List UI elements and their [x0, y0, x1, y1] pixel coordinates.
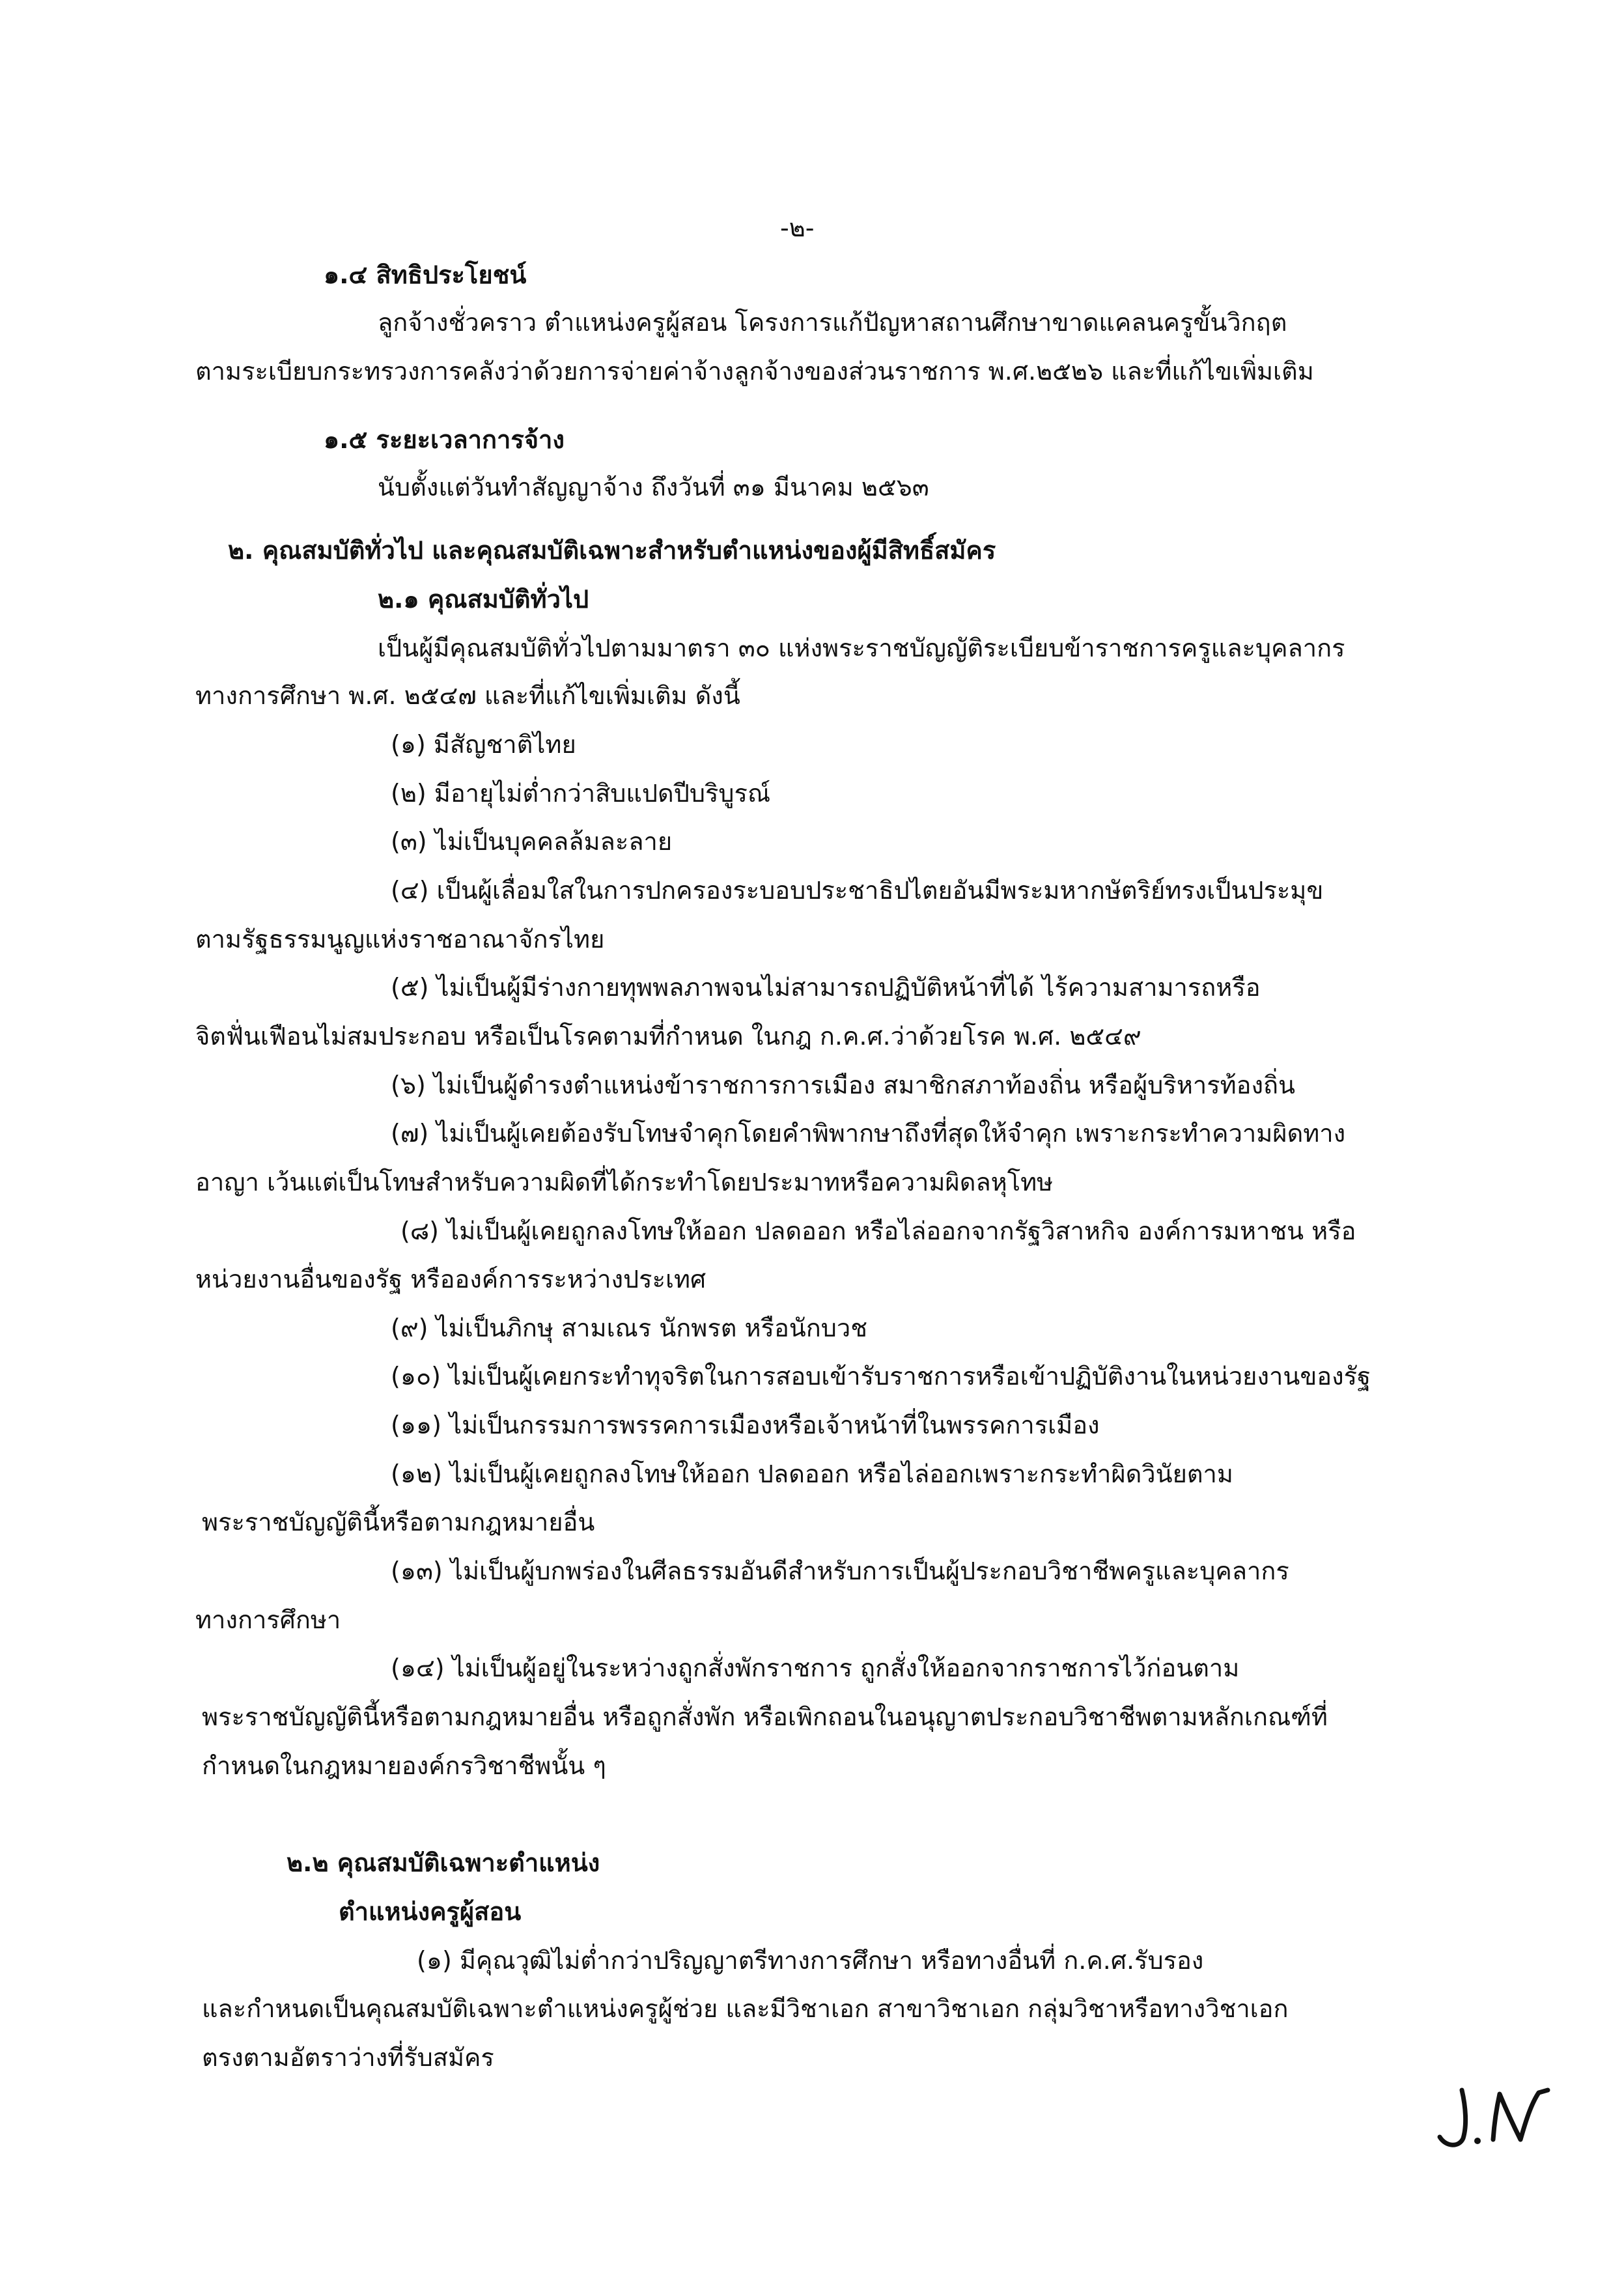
qualification-item-5: (๕) ไม่เป็นผู้มีร่างกายทุพพลภาพจนไม่สามารถปฏิบัติหน้าที่ได้ ไร้ความสามารถหรือ — [391, 973, 1261, 1002]
qualification-item-4: (๔) เป็นผู้เลื่อมใสในการปกครองระบอบประชาธิปไตยอันมีพระมหากษัตริย์ทรงเป็นประมุข — [391, 876, 1324, 905]
qualification-item-11: (๑๑) ไม่เป็นกรรมการพรรคการเมืองหรือเจ้าหน้าที่ในพรรคการเมือง — [391, 1411, 1100, 1439]
qualification-item-2: (๒) มีอายุไม่ต่ำกว่าสิบแปดปีบริบูรณ์ — [391, 779, 771, 808]
qualification-item-14-cont-2: กำหนดในกฎหมายองค์กรวิชาชีพนั้น ๆ — [202, 1751, 606, 1780]
section-2-2-heading: ๒.๒ คุณสมบัติเฉพาะตำแหน่ง — [287, 1848, 600, 1877]
qualification-item-8-cont: หน่วยงานอื่นของรัฐ หรือองค์การระหว่างประเทศ — [195, 1265, 707, 1294]
qualification-item-13: (๑๓) ไม่เป็นผู้บกพร่องในศีลธรรมอันดีสำหรับการเป็นผู้ประกอบวิชาชีพครูและบุคลากร — [391, 1557, 1289, 1585]
qualification-item-7-cont: อาญา เว้นแต่เป็นโทษสำหรับความผิดที่ได้กระทำโดยประมาทหรือความผิดลหุโทษ — [195, 1168, 1054, 1196]
section-2-1-heading: ๒.๑ คุณสมบัติทั่วไป — [378, 585, 589, 614]
section-1-4-line-2: ตามระเบียบกระทรวงการคลังว่าด้วยการจ่ายค่าจ้างลูกจ้างของส่วนราชการ พ.ศ.๒๕๒๖ และที่แก้ไขเพิ่มเติม — [195, 357, 1314, 386]
page-number: -๒- — [780, 214, 815, 242]
qualification-item-7: (๗) ไม่เป็นผู้เคยต้องรับโทษจำคุกโดยคำพิพากษาถึงที่สุดให้จำคุก เพราะกระทำความผิดทาง — [391, 1119, 1346, 1148]
qualification-item-1: (๑) มีสัญชาติไทย — [391, 730, 576, 759]
qualification-item-6: (๖) ไม่เป็นผู้ดำรงตำแหน่งข้าราชการการเมือง สมาชิกสภาท้องถิ่น หรือผู้บริหารท้องถิ่น — [391, 1071, 1296, 1099]
qualification-item-14: (๑๔) ไม่เป็นผู้อยู่ในระหว่างถูกสั่งพักราชการ ถูกสั่งให้ออกจากราชการไว้ก่อนตาม — [391, 1654, 1240, 1682]
section-2-heading: ๒. คุณสมบัติทั่วไป และคุณสมบัติเฉพาะสำหรับตำแหน่งของผู้มีสิทธิ์สมัคร — [228, 536, 996, 565]
qualification-item-3: (๓) ไม่เป็นบุคคลล้มละลาย — [391, 827, 673, 856]
specific-item-1-cont-2: ตรงตามอัตราว่างที่รับสมัคร — [202, 2043, 494, 2072]
qualification-item-14-cont-1: พระราชบัญญัตินี้หรือตามกฎหมายอื่น หรือถูกสั่งพัก หรือเพิกถอนในอนุญาตประกอบวิชาชีพตามหลักเกณฑ์ที่ — [202, 1703, 1328, 1731]
section-1-4-heading: ๑.๔ สิทธิประโยชน์ — [324, 261, 527, 289]
qualification-item-10: (๑๐) ไม่เป็นผู้เคยกระทำทุจริตในการสอบเข้ารับราชการหรือเข้าปฏิบัติงานในหน่วยงานของรัฐ — [391, 1362, 1371, 1391]
signature-initials — [1429, 2081, 1553, 2153]
qualification-item-12-cont: พระราชบัญญัตินี้หรือตามกฎหมายอื่น — [202, 1508, 595, 1536]
qualification-item-9: (๙) ไม่เป็นภิกษุ สามเณร นักพรต หรือนักบวช — [391, 1314, 868, 1342]
qualification-item-13-cont: ทางการศึกษา — [195, 1605, 341, 1634]
qualification-item-5-cont: จิตฟั่นเฟือนไม่สมประกอบ หรือเป็นโรคตามที่กำหนด ในกฎ ก.ค.ศ.ว่าด้วยโรค พ.ศ. ๒๕๔๙ — [195, 1022, 1141, 1051]
section-1-4-line-1: ลูกจ้างชั่วคราว ตำแหน่งครูผู้สอน โครงการแก้ปัญหาสถานศึกษาขาดแคลนครูขั้นวิกฤต — [378, 308, 1287, 337]
qualification-item-4-cont: ตามรัฐธรรมนูญแห่งราชอาณาจักรไทย — [195, 925, 605, 954]
section-1-5-heading: ๑.๕ ระยะเวลาการจ้าง — [324, 425, 565, 454]
qualification-item-12: (๑๒) ไม่เป็นผู้เคยถูกลงโทษให้ออก ปลดออก หรือไล่ออกเพราะกระทำผิดวินัยตาม — [391, 1460, 1233, 1488]
specific-item-1-cont-1: และกำหนดเป็นคุณสมบัติเฉพาะตำแหน่งครูผู้ช่วย และมีวิชาเอก สาขาวิชาเอก กลุ่มวิชาหรือทางวิชาเอก — [202, 1994, 1289, 2023]
specific-item-1: (๑) มีคุณวุฒิไม่ต่ำกว่าปริญญาตรีทางการศึกษา หรือทางอื่นที่ ก.ค.ศ.รับรอง — [417, 1946, 1204, 1975]
position-heading: ตำแหน่งครูผู้สอน — [339, 1897, 522, 1926]
section-2-1-intro-1: เป็นผู้มีคุณสมบัติทั่วไปตามมาตรา ๓๐ แห่งพระราชบัญญัติระเบียบข้าราชการครูและบุคลากร — [378, 634, 1345, 662]
qualification-item-8: (๘) ไม่เป็นผู้เคยถูกลงโทษให้ออก ปลดออก หรือไล่ออกจากรัฐวิสาหกิจ องค์การมหาชน หรือ — [400, 1217, 1356, 1245]
section-2-1-intro-2: ทางการศึกษา พ.ศ. ๒๕๔๗ และที่แก้ไขเพิ่มเติม ดังนี้ — [195, 681, 740, 710]
section-1-5-line: นับตั้งแต่วันทำสัญญาจ้าง ถึงวันที่ ๓๑ มีนาคม ๒๕๖๓ — [378, 473, 929, 502]
